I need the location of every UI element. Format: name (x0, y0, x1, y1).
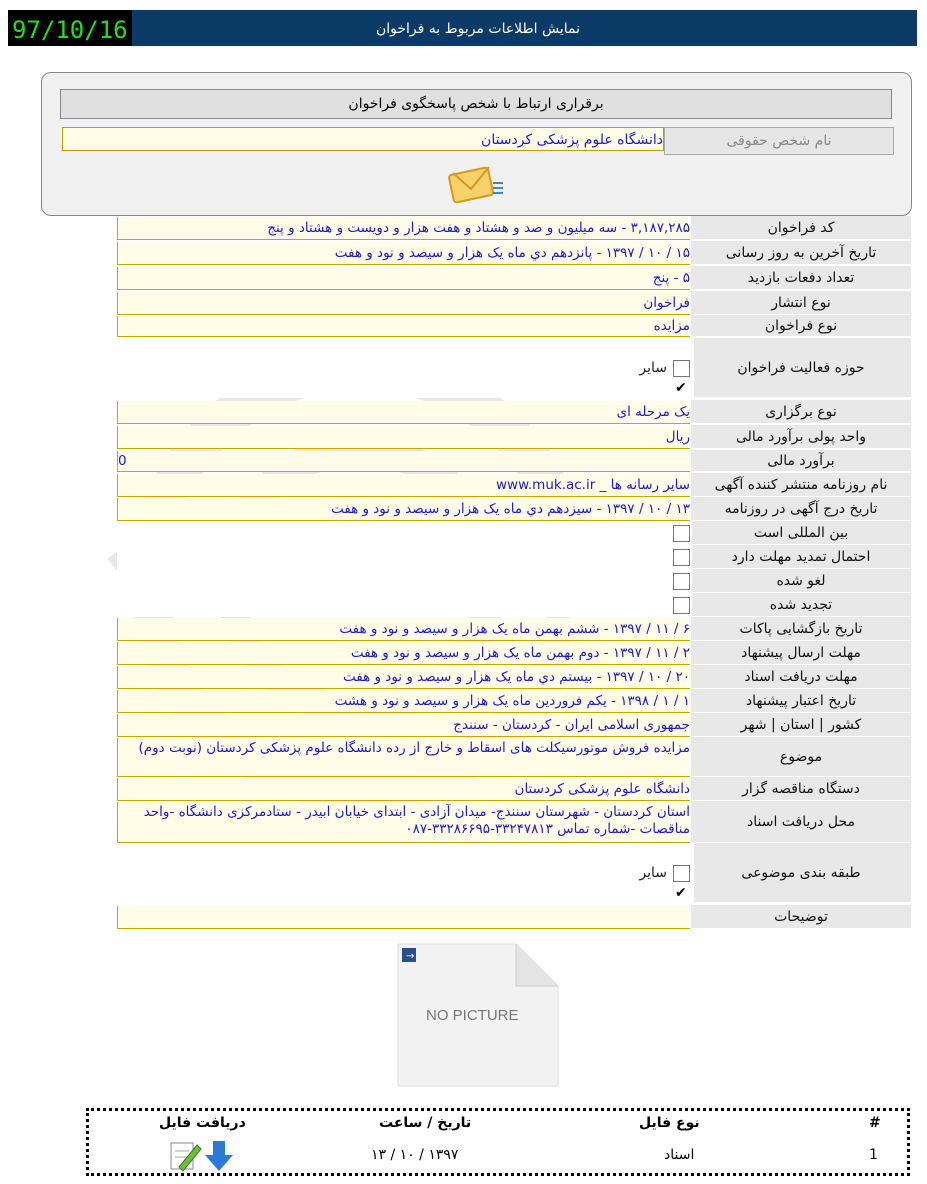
category-label: سایر (639, 360, 667, 376)
field-value: ۶ / ۱۱ / ۱۳۹۷ - ششم بهمن ماه یک هزار و سیصد و نود و هفت (117, 618, 690, 641)
field-label: مهلت ارسال پیشنهاد (691, 641, 911, 665)
field-label: بین المللی است (691, 521, 911, 545)
field-value: ۱۵ / ۱۰ / ۱۳۹۷ - پانزدهم دي ماه یک هزار و سیصد و نود و هفت (117, 242, 690, 265)
field-row (116, 400, 912, 424)
file-date: ۱۳ / ۱۰ / ۱۳۹۷ (371, 1147, 459, 1163)
col-type: نوع فایل (639, 1115, 700, 1131)
no-picture-text: NO PICTURE (426, 1007, 519, 1024)
category-checkbox[interactable] (673, 360, 690, 377)
field-row (116, 338, 912, 398)
col-date: تاریخ / ساعت (379, 1115, 472, 1131)
category-checkbox[interactable] (673, 865, 690, 882)
field-value: ریال (117, 426, 690, 449)
no-picture-image (396, 942, 560, 1088)
field-label: محل دریافت اسناد (691, 801, 911, 843)
svg-text:→: → (406, 951, 415, 962)
field-row (116, 521, 912, 545)
field-value: مزایده فروش موتورسیکلت های اسقاط و خارج از رده دانشگاه علوم پزشکی کردستان (نوبت دوم) (117, 738, 690, 777)
field-label: تجدید شده (691, 593, 911, 617)
field-row (116, 689, 912, 713)
title-bar (8, 10, 917, 46)
field-value: جمهوری اسلامی ایران - کردستان - سنندج (117, 714, 690, 737)
field-row (116, 665, 912, 689)
field-value: ۱ / ۱ / ۱۳۹۸ - یکم فروردین ماه یک هزار و سیصد و نود و هشت (117, 690, 690, 713)
flag-checkbox[interactable] (673, 525, 690, 542)
page-title: نمایش اطلاعات مربوط به فراخوان (375, 21, 581, 37)
date-display: 97/10/16 (8, 10, 132, 46)
field-row (116, 241, 912, 265)
field-row (116, 291, 912, 315)
field-label: لغو شده (691, 569, 911, 593)
field-label: کشور | استان | شهر (691, 713, 911, 737)
field-label: تاریخ بازگشایی پاکات (691, 617, 911, 641)
field-row (116, 713, 912, 737)
file-num: 1 (869, 1147, 878, 1163)
field-label: تاریخ آخرین به روز رسانی (691, 241, 911, 265)
field-label: تاریخ درج آگهی در روزنامه (691, 497, 911, 521)
field-label: طبقه بندی موضوعی (691, 843, 911, 903)
field-row (116, 801, 912, 843)
field-label: توضیحات (691, 905, 911, 929)
field-row (116, 617, 912, 641)
field-label: موضوع (691, 737, 911, 777)
field-label: نوع فراخوان (691, 315, 911, 337)
field-value: سایر رسانه ها _ www.muk.ac.ir (117, 474, 690, 497)
flag-checkbox[interactable] (673, 573, 690, 590)
field-value: فراخوان (117, 292, 690, 315)
field-label: احتمال تمدید مهلت دارد (691, 545, 911, 569)
field-row (116, 450, 912, 472)
field-value: ۲۰ / ۱۰ / ۱۳۹۷ - بیستم دي ماه یک هزار و سیصد و نود و هفت (117, 666, 690, 689)
field-value: ۲ / ۱۱ / ۱۳۹۷ - دوم بهمن ماه یک هزار و سیصد و نود و هفت (117, 642, 690, 665)
field-label: دستگاه مناقصه گزار (691, 777, 911, 801)
field-label: تعداد دفعات بازدید (691, 266, 911, 290)
field-value: دانشگاه علوم پزشکی کردستان (117, 778, 690, 801)
field-value: ۳,۱۸۷,۲۸۵ - سه میلیون و صد و هشتاد و هفت هزار و دویست و هشتاد و پنج (117, 217, 690, 240)
field-row (116, 315, 912, 337)
field-value: یک مرحله ای (117, 401, 690, 424)
field-value: ۵ - پنج (117, 267, 690, 290)
envelope-icon[interactable] (447, 165, 507, 205)
download-arrow-icon (205, 1141, 233, 1171)
field-row (116, 473, 912, 497)
field-value: استان کردستان - شهرستان سنندج- میدان آزادی - ابتدای خیابان ابیدر - ستادمرکزی دانشگاه -واحد مناقصات -شماره تماس ۳۳۲۴۷۸۱۳-۳۳۲۸۶۶۹۵-۰۸۷ (117, 802, 690, 843)
flag-checkbox[interactable] (673, 597, 690, 614)
field-label: نوع انتشار (691, 291, 911, 315)
category-label: سایر (639, 865, 667, 881)
field-value (117, 906, 690, 929)
field-row (116, 777, 912, 801)
field-label: کد فراخوان (691, 216, 911, 240)
field-row (116, 266, 912, 290)
field-value: 0 (117, 451, 690, 472)
col-download: دریافت فایل (159, 1115, 246, 1131)
edit-doc-icon (171, 1143, 201, 1171)
field-label: نام روزنامه منتشر کننده آگهی (691, 473, 911, 497)
col-num: # (869, 1115, 881, 1131)
files-table (86, 1108, 910, 1176)
contact-heading[interactable]: برقراری ارتباط با شخص پاسخگوی فراخوان (60, 89, 892, 119)
download-file-button[interactable] (169, 1139, 239, 1173)
field-label: تاریخ اعتبار پیشنهاد (691, 689, 911, 713)
field-label: مهلت دریافت اسناد (691, 665, 911, 689)
person-value: دانشگاه علوم پزشکی کردستان (62, 127, 664, 151)
contact-panel (41, 72, 912, 216)
field-row (116, 843, 912, 903)
field-row (116, 216, 912, 240)
field-row (116, 425, 912, 449)
field-label: حوزه فعالیت فراخوان (691, 338, 911, 398)
field-label: نوع برگزاری (691, 400, 911, 424)
field-row (116, 497, 912, 521)
field-value: ۱۳ / ۱۰ / ۱۳۹۷ - سیزدهم دي ماه یک هزار و سیصد و نود و هفت (117, 498, 690, 521)
field-label: برآورد مالی (691, 450, 911, 472)
field-value: مزایده (117, 316, 690, 337)
field-row (116, 593, 912, 617)
person-label: نام شخص حقوقی (664, 127, 894, 155)
field-row (116, 641, 912, 665)
field-row (116, 545, 912, 569)
field-row (116, 905, 912, 929)
field-row (116, 569, 912, 593)
field-row (116, 737, 912, 777)
flag-checkbox[interactable] (673, 549, 690, 566)
field-label: واحد پولی برآورد مالی (691, 425, 911, 449)
file-type: اسناد (664, 1147, 695, 1163)
